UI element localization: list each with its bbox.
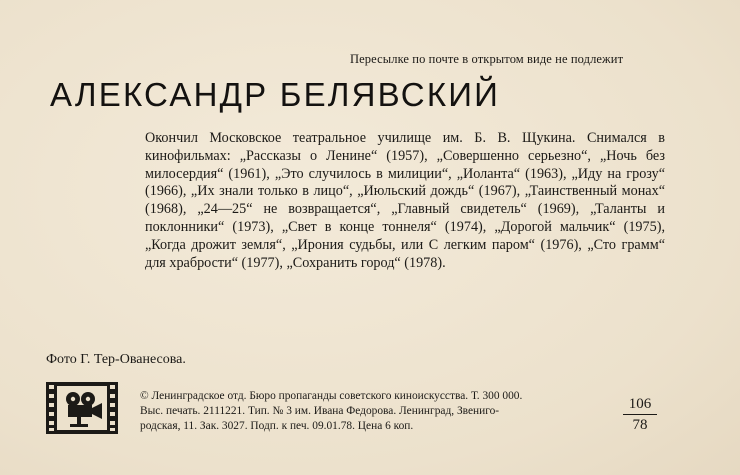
imprint-line: родская, 11. Зак. 3027. Подп. к печ. 09.01.78. Цена 6 коп.: [140, 420, 414, 432]
imprint-line: © Ленинградское отд. Бюро пропаганды советского киноискусства. Т. 300 000.: [140, 390, 523, 402]
catalog-number-bottom: 78: [632, 417, 648, 433]
film-camera-logo-icon: [46, 382, 118, 434]
imprint-line: Выс. печать. 2111221. Тип. № 3 им. Ивана Федорова. Ленинград, Звениго-: [140, 405, 500, 417]
biography-paragraph: Окончил Московское театральное училище им. Б. В. Щукина. Снимался в кинофильмах: „Рассказы о Ленине“ (1957), „Совершенно серьезно“, „Ночь без милосердия“ (1961), „Это случилось в милиции“, „Иоланта“ (1963), „Иду на грозу“ (1966), „Их знали только в лицо“, „Июльский дождь“ (1967), „Таинственный монах“ (1968), „24—25“ не возвращается“, „Главный свидетель“ (1969), „Таланты и поклонники“ (1973), „Свет в конце тоннеля“ (1974), „Дорогой мальчик“ (1975), „Когда дрожит земля“, „Ирония судьбы, или С легким паром“ (1976), „Сто грамм“ для храбрости“ (1977), „Сохранить город“ (1978).: [145, 130, 665, 271]
actor-name-title: АЛЕКСАНДР БЕЛЯВСКИЙ: [50, 76, 501, 113]
publisher-imprint: [140, 389, 615, 434]
biography-text: [145, 130, 665, 272]
catalog-number-top: 106: [623, 395, 657, 415]
postal-note: Пересылке по почте в открытом виде не подлежит: [350, 52, 624, 66]
photo-credit: Фото Г. Тер-Ованесова.: [46, 352, 186, 367]
catalog-number: [623, 395, 657, 434]
